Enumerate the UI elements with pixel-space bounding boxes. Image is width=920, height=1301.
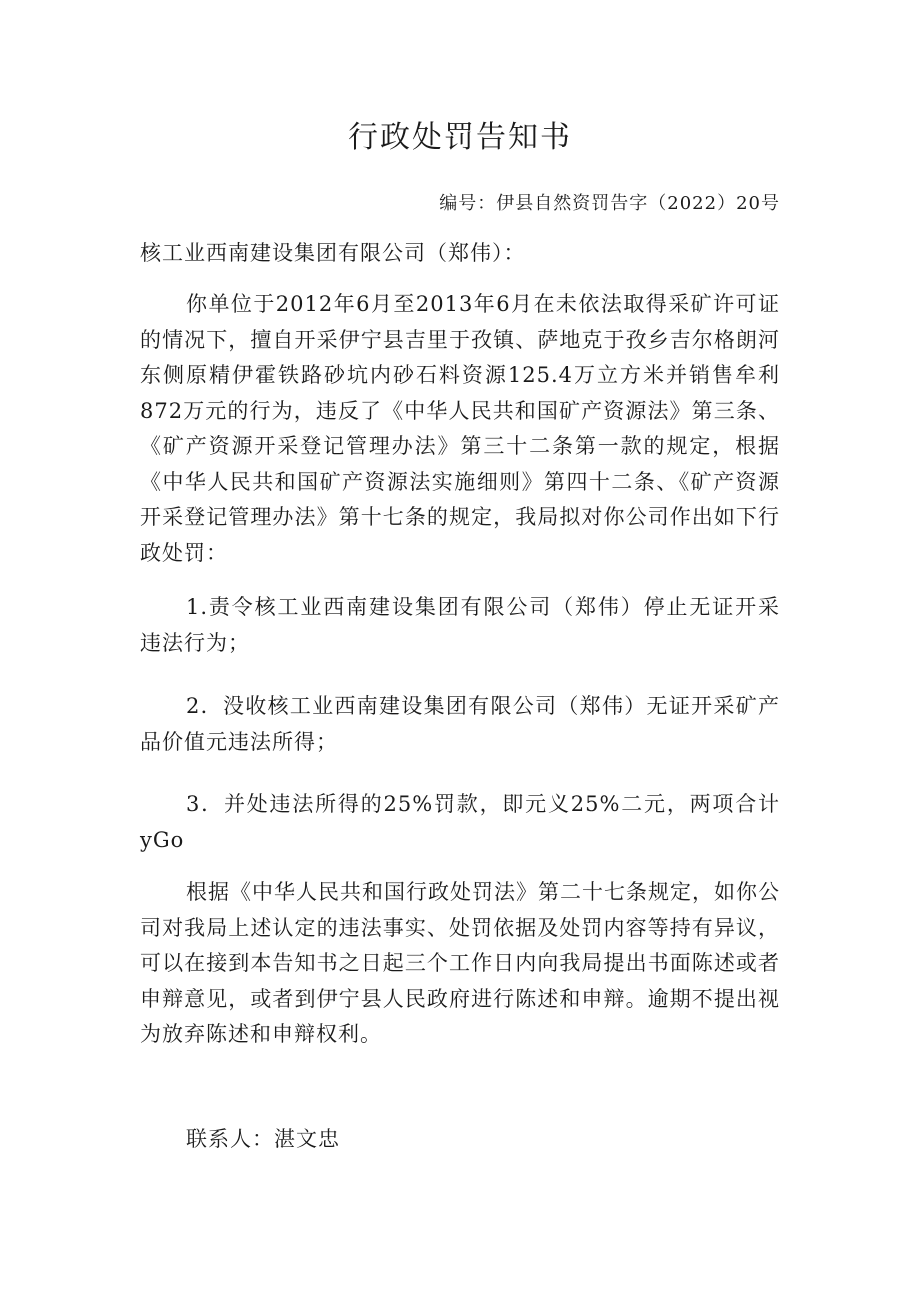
paragraph-penalty-item-3: 3．并处违法所得的25%罚款，即元义25%二元，两项合计yGo: [140, 792, 780, 852]
contact-person: 联系人：湛文忠: [186, 1127, 340, 1151]
document-title: 行政处罚告知书: [348, 120, 572, 155]
paragraph-penalty-item-1: 1.责令核工业西南建设集团有限公司（郑伟）停止无证开采违法行为；: [140, 595, 780, 655]
paragraph-appeal-rights: 根据《中华人民共和国行政处罚法》第二十七条规定，如你公司对我局上述认定的违法事实、处罚依据及处罚内容等持有异议，可以在接到本告知书之日起三个工作日内向我局提出书面陈述或者申辩意见，或者到伊宁县人民政府进行陈述和申辩。逾期不提出视为放弃陈述和申辩权利。: [140, 880, 780, 1046]
paragraph-violation-facts: 你单位于2012年6月至2013年6月在未依法取得采矿许可证的情况下，擅自开采伊宁县吉里于孜镇、萨地克于孜乡吉尔格朗河东侧原精伊霍铁路砂坑内砂石料资源125.4万立方米并销售牟利872万元的行为，违反了《中华人民共和国矿产资源法》第三条、《矿产资源开采登记管理办法》第三十二条第一款的规定，根据《中华人民共和国矿产资源法实施细则》第四十二条、《矿产资源开采登记管理办法》第十七条的规定，我局拟对你公司作出如下行政处罚：: [140, 292, 780, 565]
salutation: 核工业西南建设集团有限公司（郑伟）：: [140, 241, 526, 265]
paragraph-penalty-item-2: 2．没收核工业西南建设集团有限公司（郑伟）无证开采矿产品价值元违法所得；: [140, 694, 780, 754]
document-number: 编号：伊县自然资罚告字（2022）20号: [439, 193, 780, 214]
